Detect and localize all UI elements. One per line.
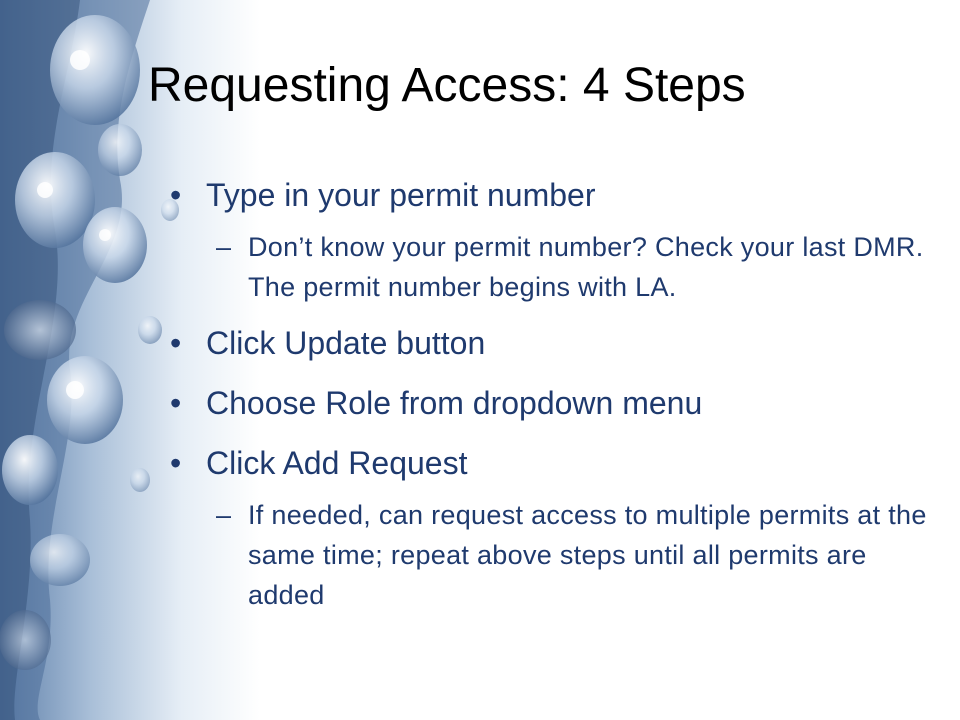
bullet-text: Click Add Request [206, 445, 468, 481]
bullet-list [170, 175, 930, 631]
bullet-marker: • [170, 177, 182, 213]
bullet-marker: • [170, 445, 182, 481]
slide-title: Requesting Access: 4 Steps [148, 59, 746, 112]
sub-bullet-marker: – [216, 500, 232, 530]
bullet-item [170, 323, 930, 363]
sub-bullet-item [170, 495, 930, 615]
bullet-item [170, 175, 930, 215]
bullet-text: Type in your permit number [206, 177, 596, 213]
sub-bullet-text: If needed, can request access to multiple permits at the same time; repeat above steps until all permits are added [248, 500, 927, 610]
sub-bullet-text: Don’t know your permit number? Check your last DMR. The permit number begins with LA. [248, 232, 924, 302]
bullet-text: Choose Role from dropdown menu [206, 385, 703, 421]
bullet-marker: • [170, 325, 182, 361]
bullet-item [170, 443, 930, 483]
sub-bullet-item [170, 227, 930, 307]
bullet-text: Click Update button [206, 325, 486, 361]
bullet-marker: • [170, 385, 182, 421]
bullet-item [170, 383, 930, 423]
sub-bullet-marker: – [216, 232, 232, 262]
